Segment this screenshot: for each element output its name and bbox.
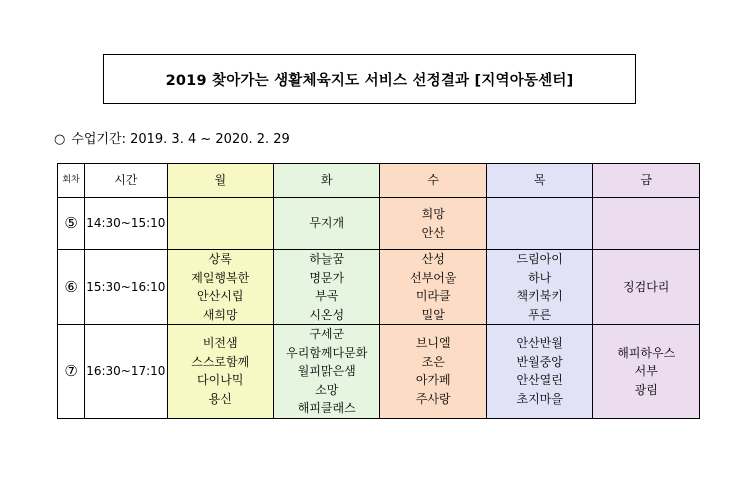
center-name: 희망 xyxy=(421,207,445,221)
center-name: 하늘꿈 xyxy=(309,252,345,266)
center-name: 브니엘 xyxy=(415,336,451,351)
session-number: ⑦ xyxy=(58,325,85,419)
cell-wed xyxy=(380,250,486,325)
center-name: 부곡 xyxy=(315,289,339,303)
center-name: 책키북키 xyxy=(516,289,563,303)
session-time: 15:30~16:10 xyxy=(85,250,167,325)
table-row xyxy=(58,198,700,250)
center-name: 산성 xyxy=(421,252,445,266)
center-name: 드림아이 xyxy=(516,252,563,266)
header-time: 시간 xyxy=(85,164,167,198)
cell-wed xyxy=(380,325,486,419)
header-tue: 화 xyxy=(273,164,379,198)
center-name: 비전샘 xyxy=(202,336,238,351)
center-name: 광림 xyxy=(634,382,658,397)
cell-wed xyxy=(380,198,486,250)
period-text: 수업기간: 2019. 3. 4 ~ 2020. 2. 29 xyxy=(71,132,290,147)
cell-thu xyxy=(486,198,592,250)
center-name: 해피하우스 xyxy=(617,345,676,360)
center-name: 하나 xyxy=(528,270,552,285)
header-mon: 월 xyxy=(167,164,273,198)
center-name: 우리함께다문화 xyxy=(286,345,368,360)
cell-fri xyxy=(593,325,700,419)
cell-thu xyxy=(486,325,592,419)
center-name: 푸른 xyxy=(528,307,552,322)
session-number: ⑥ xyxy=(58,250,85,325)
center-name: 월피맑은샘 xyxy=(297,364,356,378)
center-name: 주사랑 xyxy=(415,391,451,406)
center-name: 시온성 xyxy=(309,307,345,322)
center-name: 밀알 xyxy=(421,307,445,322)
cell-mon xyxy=(167,250,273,325)
session-number: ⑤ xyxy=(58,198,85,250)
center-name: 조은 xyxy=(421,354,445,369)
center-name: 소망 xyxy=(315,382,339,397)
center-name: 상록 xyxy=(208,252,232,266)
center-name: 해피클래스 xyxy=(297,401,356,415)
cell-mon xyxy=(167,325,273,419)
schedule-table xyxy=(57,163,700,419)
center-name: 새희망 xyxy=(202,307,238,322)
header-thu: 목 xyxy=(486,164,592,198)
page-title: 2019 찾아가는 생활체육지도 서비스 선정결과 [지역아동센터] xyxy=(165,72,574,89)
table-row xyxy=(58,250,700,325)
center-name: 스스로함께 xyxy=(191,354,250,369)
table-row xyxy=(58,325,700,419)
class-period xyxy=(54,128,290,147)
session-time: 14:30~15:10 xyxy=(85,198,167,250)
session-time: 16:30~17:10 xyxy=(85,325,167,419)
cell-tue xyxy=(273,325,379,419)
center-name: 아가페 xyxy=(415,373,451,388)
center-name: 초지마을 xyxy=(516,391,563,406)
center-name: 서부 xyxy=(634,364,658,378)
header-wed: 수 xyxy=(380,164,486,198)
center-name: 다이나믹 xyxy=(197,373,244,388)
center-name: 제일행복한 xyxy=(191,270,250,285)
cell-tue xyxy=(273,250,379,325)
center-name: 징검다리 xyxy=(623,279,670,294)
cell-fri xyxy=(593,198,700,250)
center-name: 무지개 xyxy=(309,216,345,231)
center-name: 명문가 xyxy=(309,270,345,285)
header-fri: 금 xyxy=(593,164,700,198)
center-name: 안산반월 xyxy=(516,336,563,351)
cell-fri xyxy=(593,250,700,325)
center-name: 선부어울 xyxy=(410,270,457,285)
center-name: 미라클 xyxy=(415,289,451,303)
center-name: 구세군 xyxy=(309,327,345,341)
center-name: 안산시립 xyxy=(197,289,244,303)
center-name: 반월중앙 xyxy=(516,354,563,369)
cell-mon xyxy=(167,198,273,250)
header-row xyxy=(58,164,700,198)
cell-tue xyxy=(273,198,379,250)
bullet-circle-icon: ○ xyxy=(54,132,66,147)
header-session: 회차 xyxy=(58,164,85,198)
title-box xyxy=(103,54,636,104)
center-name: 안산열린 xyxy=(516,373,563,388)
cell-thu xyxy=(486,250,592,325)
center-name: 용신 xyxy=(208,391,232,406)
center-name: 안산 xyxy=(421,225,445,240)
